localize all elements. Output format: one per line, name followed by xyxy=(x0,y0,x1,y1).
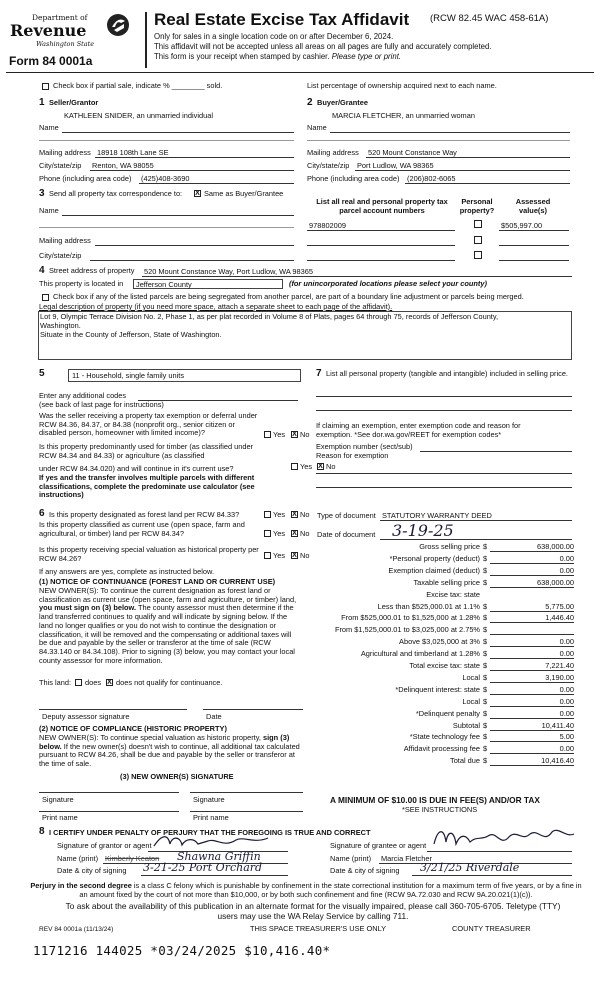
totals-8-label: Total due xyxy=(450,756,480,766)
totals-1-line xyxy=(490,682,574,683)
rows-3-value[interactable]: 638,000.00 xyxy=(537,577,574,587)
rows-3-dollar: $ xyxy=(483,577,488,587)
totals-3-value[interactable]: 0.00 xyxy=(559,696,574,706)
unincorporated-note: (for unincorporated locations please select your county) xyxy=(289,279,487,288)
totals-3-label: Local xyxy=(462,696,480,706)
timber-yes-label: Yes xyxy=(300,462,313,471)
rows-1-label: *Personal property (deduct) xyxy=(389,553,480,563)
section3-name-label: Name xyxy=(39,206,59,215)
section3-name-field[interactable] xyxy=(62,215,294,216)
totals-7-label: Affidavit processing fee xyxy=(403,744,480,754)
seller-phone-label: Phone (including area code) xyxy=(39,174,132,183)
see-instructions: *SEE INSTRUCTIONS xyxy=(402,805,478,814)
tiers-1-dollar: $ xyxy=(483,613,488,623)
personal-property-checkbox-2[interactable] xyxy=(474,236,482,244)
tiers-2-dollar: $ xyxy=(483,625,488,635)
header-rule xyxy=(6,72,594,73)
assessed-line-3[interactable] xyxy=(499,260,569,261)
street-address-value[interactable]: 520 Mount Constance Way, Port Ludlow, WA 98365 xyxy=(144,267,313,276)
notice1-title: (1) NOTICE OF CONTINUANCE (FOREST LAND OR CURRENT USE) xyxy=(39,577,276,586)
grantor-date-line xyxy=(141,875,288,876)
totals-6-label: *State technology fee xyxy=(409,732,480,742)
grantor-signature[interactable] xyxy=(150,832,285,852)
totals-5-dollar: $ xyxy=(483,720,488,730)
personal-property-list-line-1[interactable] xyxy=(316,396,572,397)
totals-8-dollar: $ xyxy=(483,756,488,766)
deputy-date-label: Date xyxy=(206,712,222,721)
section3-divider xyxy=(39,227,294,228)
grantor-signature-label: Signature of grantor or agent xyxy=(57,841,152,850)
totals-4-value[interactable]: 0.00 xyxy=(559,708,574,718)
buyer-city-label: City/state/zip xyxy=(307,161,350,170)
rows-3-line xyxy=(490,587,574,588)
legal-line-2: Washington. xyxy=(40,321,81,330)
county-select-value: Jefferson County xyxy=(136,280,192,289)
grantor-name-print-label: Name (print) xyxy=(57,854,99,863)
deputy-signature-line[interactable] xyxy=(39,709,187,710)
legal-line-3: Situate in the County of Jefferson, State of Washington. xyxy=(40,330,222,339)
section3-mailing-field[interactable] xyxy=(95,245,294,246)
seller-mailing-line xyxy=(95,157,294,158)
exemption-no-checkbox[interactable]: X xyxy=(292,431,297,438)
buyer-mailing-label: Mailing address xyxy=(307,148,359,157)
totals-6-line xyxy=(490,741,574,742)
additional-codes-label: Enter any additional codes xyxy=(39,391,127,400)
alternate-format-note: To ask about the availability of this publication in an alternate format for the visually impaired, please call 360-705-6705. Teletype (TTY) users may use the WA Relay Service by calling 711. xyxy=(65,901,561,921)
parcel-column-header: List all real and personal property tax parcel account numbers xyxy=(316,197,448,215)
grantor-date-city-value[interactable]: 3-21-25 Port Orchard xyxy=(143,861,263,874)
grantee-signature-line xyxy=(427,851,572,852)
dor-emblem-icon xyxy=(105,12,131,38)
totals-1-dollar: $ xyxy=(483,672,488,682)
seller-section-number: 1 xyxy=(39,97,45,108)
totals-0-label: Total excise tax: state xyxy=(409,661,480,670)
timber-agriculture-question-b: under RCW 84.34.020) and will continue in it's current use? xyxy=(39,464,234,473)
totals-2-label: *Delinquent interest: state xyxy=(395,684,480,694)
tiers-2-label: From $1,525,000.01 to $3,025,000 at 2.75% xyxy=(334,625,480,635)
partial-sale-checkbox[interactable] xyxy=(42,83,49,90)
section6-number: 6 xyxy=(39,508,45,519)
header-note-1: Only for sales in a single location code on or after December 6, 2024. xyxy=(154,32,394,41)
seller-city-label: City/state/zip xyxy=(39,161,82,170)
tiers-4-value[interactable]: 0.00 xyxy=(559,649,574,659)
seller-divider xyxy=(39,140,294,141)
logo-line2: Revenue xyxy=(10,21,87,40)
seller-phone-value[interactable]: (425)408-3690 xyxy=(141,174,190,183)
totals-0-dollar: $ xyxy=(483,661,488,670)
rows-2-value[interactable]: 0.00 xyxy=(559,565,574,575)
tiers-3-value[interactable]: 0.00 xyxy=(559,637,574,647)
exemption-number-field[interactable] xyxy=(420,451,572,452)
forest-land-question: Is this property designated as forest land per RCW 84.33? xyxy=(49,510,240,519)
totals-8-line xyxy=(490,765,574,766)
reason-for-exemption-line-1[interactable] xyxy=(316,473,572,474)
rows-1-value[interactable]: 0.00 xyxy=(559,553,574,563)
minimum-fee-note: A MINIMUM OF $10.00 IS DUE IN FEE(S) AND/OR TAX xyxy=(330,795,540,805)
this-land-label: This land: xyxy=(39,678,72,687)
totals-1-value[interactable]: 3,190.00 xyxy=(545,672,574,682)
document-type-value[interactable]: STATUTORY WARRANTY DEED xyxy=(382,511,492,520)
partial-sale-label: Check box if partial sale, indicate % ________ sold. xyxy=(53,81,223,90)
rows-0-label: Gross selling price xyxy=(419,542,480,551)
section5-number: 5 xyxy=(39,368,45,379)
grantee-date-city-label: Date & city of signing xyxy=(330,866,400,875)
seller-heading: Seller/Grantor xyxy=(49,98,99,107)
totals-0-value[interactable]: 7,221.40 xyxy=(545,661,574,670)
document-type-label: Type of document xyxy=(317,511,376,520)
timber-no-label: No xyxy=(326,462,336,471)
assessed-value-column-header: Assessed value(s) xyxy=(515,197,551,215)
assessed-line-1 xyxy=(499,230,569,231)
buyer-phone-line xyxy=(405,183,570,184)
personal-property-column-header: Personal property? xyxy=(459,197,495,215)
current-use-no-checkbox[interactable]: X xyxy=(292,530,297,537)
totals-6-value[interactable]: 5.00 xyxy=(559,732,574,742)
logo-line1: Department of xyxy=(32,13,88,22)
document-date-value[interactable]: 3-19-25 xyxy=(392,521,454,540)
assessed-line-2[interactable] xyxy=(499,245,569,246)
notice2-body: NEW OWNER(S): To continue special valuation as historic property, sign (3) below. If the new owner(s) doesn't wish to continue, all additional tax calculated pursuant to RCW 84.26, shall be due and payable by the seller or transferor at the time of sale. xyxy=(39,733,300,769)
historic-yes-checkbox[interactable] xyxy=(264,552,271,559)
totals-8-value[interactable]: 10,416.40 xyxy=(541,756,574,766)
personal-property-list-label: List all personal property (tangible and intangible) included in selling price. xyxy=(326,369,568,378)
totals-1-label: Local xyxy=(462,672,480,682)
timber-yes-checkbox[interactable] xyxy=(291,463,298,470)
segregation-checkbox[interactable] xyxy=(42,294,49,301)
section4-number: 4 xyxy=(39,265,45,276)
dor-logo xyxy=(6,10,136,52)
buyer-city-line xyxy=(355,170,570,171)
owner-signature-label-2: Signature xyxy=(193,795,225,804)
excise-tax-header: Excise tax: state xyxy=(426,589,480,599)
historic-yes-label: Yes xyxy=(273,551,286,560)
does-qualify-checkbox[interactable] xyxy=(75,679,82,686)
owner-print-line-1[interactable] xyxy=(39,811,179,812)
forest-no-checkbox[interactable]: X xyxy=(292,511,297,518)
tiers-0-label: Less than $525,000.01 at 1.1% xyxy=(377,601,480,611)
buyer-mailing-value[interactable]: 520 Mount Constance Way xyxy=(368,148,457,157)
seller-name-field[interactable] xyxy=(62,132,294,133)
owner-signature-line-1[interactable] xyxy=(39,792,179,793)
personal-property-list-line-2[interactable] xyxy=(316,410,572,411)
tiers-0-value[interactable]: 5,775.00 xyxy=(545,601,574,611)
legal-description-label: Legal description of property (if you need more space, attach a separate sheet to each page of the affidavit). xyxy=(39,302,393,311)
current-use-yes-label: Yes xyxy=(273,529,286,538)
owner-print-label-1: Print name xyxy=(42,813,78,822)
buyer-mailing-line xyxy=(366,157,570,158)
grantee-date-city-value[interactable]: 3/21/25 Riverdale xyxy=(420,861,520,874)
totals-2-dollar: $ xyxy=(483,684,488,694)
tiers-0-dollar: $ xyxy=(483,601,488,611)
revision-code: REV 84 0001a (11/13/24) xyxy=(39,926,114,933)
rows-2-dollar: $ xyxy=(483,565,488,575)
exemption-number-label: Exemption number (sect/sub) xyxy=(316,442,413,451)
document-date-label: Date of document xyxy=(317,530,376,539)
buyer-name-label: Name xyxy=(307,123,327,132)
header-note-3: This form is your receipt when stamped by cashier. Please type or print. xyxy=(154,52,402,61)
section7-number: 7 xyxy=(316,368,322,379)
owner-print-line-2[interactable] xyxy=(190,811,303,812)
totals-2-value[interactable]: 0.00 xyxy=(559,684,574,694)
street-address-label: Street address of property xyxy=(49,266,135,275)
reason-for-exemption-label: Reason for exemption xyxy=(316,451,389,460)
if-yes-note: If any answers are yes, complete as instructed below. xyxy=(39,567,214,576)
tiers-1-line xyxy=(490,622,574,623)
additional-codes-sub: (see back of last page for instructions) xyxy=(39,400,164,409)
exemption-no-label: No xyxy=(300,430,310,439)
logo-line3: Washington State xyxy=(36,40,95,48)
tiers-1-value[interactable]: 1,446.40 xyxy=(545,613,574,623)
deputy-signature-label: Deputy assessor signature xyxy=(42,712,130,721)
exemption-claim-note: If claiming an exemption, enter exemption code and reason for exemption. *See dor.wa.gov/REET for exemption codes* xyxy=(316,421,521,439)
owner-signature-line-2[interactable] xyxy=(190,792,303,793)
does-qualify-label: does xyxy=(85,678,102,687)
totals-7-line xyxy=(490,753,574,754)
owner-signature-label-1: Signature xyxy=(42,795,74,804)
forest-yes-checkbox[interactable] xyxy=(264,511,271,518)
totals-7-dollar: $ xyxy=(483,744,488,754)
timber-no-checkbox[interactable]: X xyxy=(318,463,323,470)
rows-0-line xyxy=(490,551,574,552)
tiers-1-label: From $525,000.01 to $1,525,000 at 1.28% xyxy=(341,613,480,623)
grantee-signature[interactable] xyxy=(430,822,580,852)
ownership-note: List percentage of ownership acquired next to each name. xyxy=(307,81,497,90)
seller-name-label: Name xyxy=(39,123,59,132)
does-not-qualify-checkbox[interactable]: X xyxy=(107,679,112,686)
treasurer-use-only: THIS SPACE TREASURER'S USE ONLY xyxy=(250,924,387,933)
section3-mailing-label: Mailing address xyxy=(39,236,91,245)
current-use-no-label: No xyxy=(300,529,310,538)
owner-print-label-2: Print name xyxy=(193,813,229,822)
seller-city-line xyxy=(90,170,294,171)
totals-6-dollar: $ xyxy=(483,732,488,742)
same-as-buyer-checkbox[interactable]: X xyxy=(195,190,200,197)
form-title: Real Estate Excise Tax Affidavit xyxy=(154,10,410,29)
notice2-title: (2) NOTICE OF COMPLIANCE (HISTORIC PROPERTY) xyxy=(39,724,227,733)
section3-label: Send all property tax correspondence to: xyxy=(49,189,183,198)
segregation-label: Check box if any of the listed parcels are being segregated from another parcel, are part of a boundary line adjustment or parcels being merged. xyxy=(53,292,524,301)
grantee-name-print-value[interactable]: Marcia Fletcher xyxy=(381,854,432,863)
county-select[interactable] xyxy=(133,279,283,289)
certify-statement: I CERTIFY UNDER PENALTY OF PERJURY THAT THE FOREGOING IS TRUE AND CORRECT xyxy=(49,828,371,837)
seller-mailing-label: Mailing address xyxy=(39,148,91,157)
seller-name-value: KATHLEEN SNIDER, an unmarried individual xyxy=(64,111,213,120)
historic-no-checkbox[interactable]: X xyxy=(292,552,297,559)
buyer-city-value[interactable]: Port Ludlow, WA 98365 xyxy=(357,161,434,170)
buyer-divider xyxy=(307,140,570,141)
land-use-code-select[interactable] xyxy=(68,369,301,382)
street-address-line xyxy=(142,276,572,277)
totals-3-line xyxy=(490,706,574,707)
assessed-value-1[interactable]: $505,997.00 xyxy=(501,221,543,230)
buyer-name-value: MARCIA FLETCHER, an unmarried woman xyxy=(332,111,475,120)
historic-no-label: No xyxy=(300,551,310,560)
legal-description-field[interactable] xyxy=(38,311,572,360)
rows-1-line xyxy=(490,563,574,564)
notice3-title: (3) NEW OWNER(S) SIGNATURE xyxy=(120,772,234,781)
buyer-phone-value[interactable]: (206)802-6065 xyxy=(407,174,456,183)
document-date-line xyxy=(380,539,572,540)
historic-question: Is this property receiving special valuation as historical property per RCW 84.26? xyxy=(39,545,259,563)
same-as-buyer-label: Same as Buyer/Grantee xyxy=(204,189,284,198)
section3-city-label: City/state/zip xyxy=(39,251,82,260)
header-divider xyxy=(145,12,147,68)
section3-number: 3 xyxy=(39,188,45,199)
perjury-statement: Perjury in the second degree is a class C felony which is punishable by confinement in the state correctional institution for a maximum term of five years, or by a fine in an amount fixed by the court of not more than $10,000, or by both such confinement and fine (RCW 9A.72.030 and RCW 9A.20.021(1)(c)). xyxy=(30,881,582,899)
header-note-2: This affidavit will not be accepted unless all areas on all pages are fully and accurately completed. xyxy=(154,42,492,51)
parcel-number-1[interactable]: 978802009 xyxy=(309,221,346,230)
exemption-yes-label: Yes xyxy=(273,430,286,439)
tiers-4-dollar: $ xyxy=(483,649,488,659)
treasurer-receipt-stamp: 1171216 144025 *03/24/2025 $10,416.40* xyxy=(33,943,331,958)
rows-1-dollar: $ xyxy=(483,553,488,563)
form-number: Form 84 0001a xyxy=(9,54,93,68)
timber-agriculture-question: Is this property predominantly used for timber (as classified under RCW 84.34 and 84.33) or agriculture (as classified xyxy=(39,442,254,460)
exemption-deferral-question: Was the seller receiving a property tax exemption or deferral under RCW 84.36, 84.37, or 84.38 (nonprofit org., senior citizen or disabled person, homeowner with limited income)? xyxy=(39,411,258,438)
current-use-yes-checkbox[interactable] xyxy=(264,530,271,537)
totals-4-dollar: $ xyxy=(483,708,488,718)
deputy-date-line[interactable] xyxy=(203,709,303,710)
land-use-code-value: 11 - Household, single family units xyxy=(72,371,185,380)
forest-no-label: No xyxy=(300,510,310,519)
form-statute: (RCW 82.45 WAC 458-61A) xyxy=(430,13,549,24)
grantor-name-print-typed: Kimberly Keaton xyxy=(105,854,160,863)
buyer-heading: Buyer/Grantee xyxy=(317,98,368,107)
does-not-qualify-label: does not qualify for continuance. xyxy=(116,678,223,687)
totals-5-label: Subtotal xyxy=(452,720,480,730)
tiers-4-label: Agricultural and timberland at 1.28% xyxy=(360,649,480,659)
totals-4-line xyxy=(490,718,574,719)
totals-7-value[interactable]: 0.00 xyxy=(559,744,574,754)
parcel-line-3[interactable] xyxy=(307,260,455,261)
tiers-2-line xyxy=(490,634,574,635)
reason-for-exemption-line-2[interactable] xyxy=(316,487,572,488)
tiers-3-label: Above $3,025,000 at 3% xyxy=(399,637,480,647)
rows-2-label: Exemption claimed (deduct) xyxy=(388,565,480,575)
section8-number: 8 xyxy=(39,826,45,837)
seller-city-value[interactable]: Renton, WA 98055 xyxy=(92,161,154,170)
buyer-section-number: 2 xyxy=(307,97,313,108)
totals-3-dollar: $ xyxy=(483,696,488,706)
parcel-line-1 xyxy=(307,230,455,231)
grantee-name-print-label: Name (print) xyxy=(330,854,372,863)
rows-2-line xyxy=(490,575,574,576)
tiers-0-line xyxy=(490,611,574,612)
totals-4-label: *Delinquent penalty xyxy=(415,708,480,718)
seller-phone-line xyxy=(139,183,294,184)
tiers-3-dollar: $ xyxy=(483,637,488,647)
notice1-body: NEW OWNER(S): To continue the current designation as forest land or classification as current use (open space, farm and agriculture, or timber) land, you must sign on (3) below. The county assessor must then determine if the land transferred continues to qualify and will indicate by signing below. If the land no longer qualifies or you do not wish to continue the designation or classification, it will be removed and the compensating or additional taxes will be due and payable by the seller or transferor at the time of sale (RCW 84.33.140 or 84.34.108). Prior to signing (3) below, you may contact your local county assessor for more information. xyxy=(39,586,297,665)
legal-line-1: Lot 9, Olympic Terrace Division No. 2, Phase 1, as per plat recorded in Volume 8 of Plats, pages 64 through 75, records of Jefferson County, xyxy=(40,312,499,321)
personal-property-checkbox-1[interactable] xyxy=(474,220,482,228)
parcel-line-2[interactable] xyxy=(307,245,455,246)
grantee-signature-label: Signature of grantee or agent xyxy=(330,841,427,850)
totals-5-value[interactable]: 10,411.40 xyxy=(541,720,574,730)
rows-0-dollar: $ xyxy=(483,542,488,551)
personal-property-checkbox-3[interactable] xyxy=(474,251,482,259)
seller-mailing-value[interactable]: 18918 108th Lane SE xyxy=(97,148,169,157)
county-treasurer-label: COUNTY TREASURER xyxy=(452,924,531,933)
rows-0-value[interactable]: 638,000.00 xyxy=(537,542,574,551)
exemption-yes-checkbox[interactable] xyxy=(264,431,271,438)
rows-3-label: Taxable selling price xyxy=(413,577,480,587)
located-in-label: This property is located in xyxy=(39,279,124,288)
forest-yes-label: Yes xyxy=(273,510,286,519)
grantee-date-line xyxy=(412,875,572,876)
grantor-date-city-label: Date & city of signing xyxy=(57,866,127,875)
totals-5-line xyxy=(490,730,574,731)
buyer-name-field[interactable] xyxy=(330,132,570,133)
tiers-4-line xyxy=(490,658,574,659)
buyer-phone-label: Phone (including area code) xyxy=(307,174,400,183)
totals-0-line xyxy=(490,670,574,671)
tiers-3-line xyxy=(490,646,574,647)
current-use-question: Is this property classified as current use (open space, farm and agricultural, or timber) land per RCW 84.34? xyxy=(39,520,245,538)
predominate-use-note: If yes and the transfer involves multiple parcels with different classifications, complete the predominate use calculator (see instructions) xyxy=(39,473,255,500)
grantor-name-print-hand[interactable]: Shawna Griffin xyxy=(177,850,261,863)
section3-city-field[interactable] xyxy=(90,260,294,261)
totals-2-line xyxy=(490,694,574,695)
